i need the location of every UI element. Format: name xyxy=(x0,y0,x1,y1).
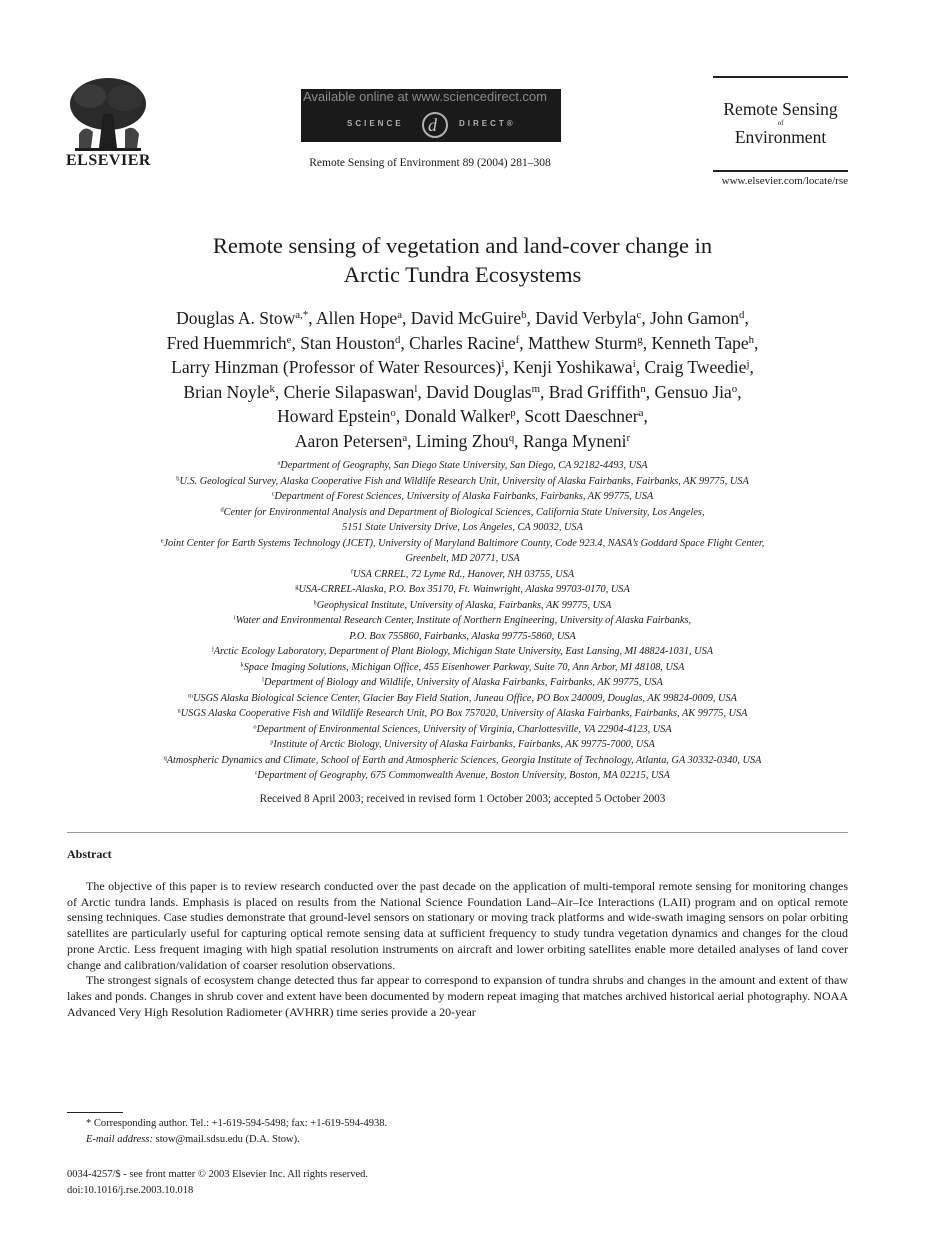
author-affiliation-mark: a xyxy=(402,431,408,444)
author-name: Donald Walker xyxy=(404,406,511,426)
author-name: Howard Epstein xyxy=(277,406,391,426)
affiliation-mark: r xyxy=(255,769,258,777)
affiliation-line xyxy=(40,691,885,707)
affiliation-mark: g xyxy=(295,583,299,591)
author-name: David McGuire xyxy=(410,308,522,328)
author-affiliation-mark: a,* xyxy=(295,309,309,322)
footnote-divider xyxy=(67,1112,123,1113)
author-affiliation-mark: o xyxy=(731,382,738,395)
paper-title-line1: Remote sensing of vegetation and land-cover change in xyxy=(212,233,713,258)
author-affiliation-mark: i xyxy=(632,358,636,371)
author-name: Brad Griffith xyxy=(548,381,641,402)
section-divider xyxy=(67,832,848,833)
affiliation-mark: j xyxy=(211,645,214,653)
affiliation-text: P.O. Box 755860, Fairbanks, Alaska 99775-5860, USA xyxy=(349,630,576,642)
affiliation-line xyxy=(40,675,885,691)
affiliation-text: USA-CRREL-Alaska, P.O. Box 35170, Ft. Wainwright, Alaska 99703-0170, USA xyxy=(298,584,630,595)
author-affiliation-mark: r xyxy=(626,431,631,444)
affiliation-line xyxy=(40,474,885,490)
author-name: Matthew Sturm xyxy=(527,332,638,353)
affiliation-text: Greenbelt, MD 20771, USA xyxy=(405,553,520,564)
author-name: David Verbyla xyxy=(535,308,637,328)
author-affiliation-mark: n xyxy=(640,382,646,395)
affiliation-line xyxy=(40,660,885,676)
affiliation-line xyxy=(40,458,885,474)
email-label: E-mail address: xyxy=(86,1134,153,1145)
affiliation-text: U.S. Geological Survey, Alaska Cooperative Fish and Wildlife Research Unit, University of Alaska Fairbanks, Fairbanks, AK 99775, USA xyxy=(179,475,749,487)
affiliation-mark: p xyxy=(270,738,274,746)
sciencedirect-science-text: SCIENCE xyxy=(347,119,404,128)
affiliation-text: Department of Geography, San Diego State University, San Diego, CA 92182-4493, USA xyxy=(280,460,648,471)
affiliation-text: Space Imaging Solutions, Michigan Office, 455 Eisenhower Parkway, Suite 70, Ann Arbor, MI 48108, USA xyxy=(243,661,685,673)
author-name: Scott Daeschner xyxy=(524,406,639,426)
author-name: Gensuo Jia xyxy=(654,381,732,402)
affiliation-line xyxy=(40,551,885,567)
author-name: David Douglas xyxy=(426,381,532,402)
author-name: Stan Houston xyxy=(300,332,395,353)
author-affiliation-mark: o xyxy=(390,407,396,420)
author-affiliation-mark: p xyxy=(510,407,516,420)
affiliation-mark: c xyxy=(271,490,275,498)
author-name: Liming Zhou xyxy=(415,430,509,451)
journal-title-box xyxy=(713,76,848,172)
affiliation-line xyxy=(40,505,885,521)
author-affiliation-mark: g xyxy=(637,333,643,346)
affiliation-text: USA CRREL, 72 Lyme Rd., Hanover, NH 03755, USA xyxy=(352,568,575,580)
author-affiliation-mark: e xyxy=(286,333,292,346)
author-line: Aaron Petersen$^a$, Liming Zhou$^q$, Ranga Myneni$^r$ xyxy=(294,430,631,451)
author-name: Charles Racine xyxy=(409,332,516,353)
author-name: Kenji Yoshikawa xyxy=(513,357,633,377)
journal-title-line1: Remote Sensing xyxy=(723,99,838,119)
author-affiliation-mark: l xyxy=(414,382,418,395)
affiliation-text: Atmospheric Dynamics and Climate, School of Earth and Atmospheric Sciences, Georgia Institute of Technology, Atlanta, GA 30332-0340, USA xyxy=(166,754,762,766)
corresponding-author-footnote: * Corresponding author. Tel.: +1-619-594-5498; fax: +1-619-594-4938. xyxy=(86,1118,388,1129)
affiliation-mark: l xyxy=(262,676,264,684)
author-name: Larry Hinzman (Professor of Water Resources) xyxy=(171,357,502,377)
affiliation-text: USGS Alaska Biological Science Center, Glacier Bay Field Station, Juneau Office, PO Box 240009, Douglas, AK 99824-0009, USA xyxy=(193,692,737,704)
author-name: Brian Noyle xyxy=(183,381,270,402)
abstract-heading: Abstract xyxy=(67,847,112,861)
svg-text:d: d xyxy=(428,115,437,135)
author-name: Douglas A. Stow xyxy=(176,308,296,328)
paper-title xyxy=(60,231,865,289)
affiliation-mark: q xyxy=(163,754,167,761)
affiliation-line xyxy=(40,613,885,629)
affiliation-mark: o xyxy=(253,723,257,730)
affiliation-line xyxy=(40,489,885,505)
affiliation-mark: h xyxy=(313,599,317,606)
affiliation-line xyxy=(40,520,885,536)
sciencedirect-available-text: Available online at www.sciencedirect.com xyxy=(303,89,547,104)
email-value[interactable]: stow@mail.sdsu.edu (D.A. Stow). xyxy=(152,1134,300,1145)
author-line: Douglas A. Stow$^{a,*}$, Allen Hope$^a$, David McGuire$^b$, David Verbyla$^c$, John Gamon$^d$, xyxy=(176,308,749,328)
affiliation-line xyxy=(40,598,885,614)
affiliation-text: Department of Biology and Wildlife, University of Alaska Fairbanks, Fairbanks, AK 99775, USA xyxy=(263,677,663,688)
author-name: John Gamon xyxy=(650,308,740,328)
abstract-paragraph: The objective of this paper is to review research conducted over the past decade on the application of multi-temporal remote sensing for monitoring changes of Arctic tundra lands. Emphasis is placed on results from the National Science Foundation Land–Air–Ice Interactions (LAII) program and on optical remote sensing techniques. Case studies demonstrate that ground-level sensors on stationary or moving track platforms and wide-swath imaging sensors on polar orbiting satellites are particularly useful for capturing optical remote sensing data at sufficient frequency to study tundra vegetation dynamics and changes for the cloud prone Arctic. Less frequent imaging with high spatial resolution instruments on aircraft and lower orbiting satellites enable more detailed analyses of land cover change and calibration/validation of coarser resolution observations. xyxy=(67,879,848,972)
author-affiliation-mark: b xyxy=(521,309,527,322)
affiliation-mark: m xyxy=(188,692,194,699)
affiliation-text: Institute of Arctic Biology, University of Alaska Fairbanks, Fairbanks, AK 99775-7000, USA xyxy=(273,739,655,750)
author-affiliation-mark: m xyxy=(531,382,541,395)
author-affiliation-mark: f xyxy=(515,333,520,346)
author-affiliation-mark: a xyxy=(638,407,644,420)
affiliation-text: USGS Alaska Cooperative Fish and Wildlife Research Unit, PO Box 757020, University of Alaska Fairbanks, Fairbanks, AK 99775, USA xyxy=(180,708,748,719)
sciencedirect-logo xyxy=(301,89,561,142)
affiliation-text: Department of Geography, 675 Commonwealth Avenue, Boston University, Boston, MA 02215, USA xyxy=(257,770,670,781)
affiliation-mark: d xyxy=(220,506,224,513)
affiliation-mark: a xyxy=(277,459,281,467)
author-name: Ranga Myneni xyxy=(522,430,627,451)
author-affiliation-mark: d xyxy=(739,309,745,322)
author-list xyxy=(60,306,865,453)
affiliation-text: Geophysical Institute, University of Alaska, Fairbanks, AK 99775, USA xyxy=(316,599,612,611)
affiliation-text: 5151 State University Drive, Los Angeles, CA 90032, USA xyxy=(342,522,583,533)
author-affiliation-mark: q xyxy=(508,431,515,444)
author-line: Brian Noyle$^k$, Cherie Silapaswan$^l$, David Douglas$^m$, Brad Griffith$^n$, Gensuo Jia$^o$, xyxy=(183,381,742,402)
author-name: Kenneth Tape xyxy=(651,332,749,353)
affiliation-line xyxy=(40,644,885,660)
journal-citation: Remote Sensing of Environment 89 (2004) 281–308 xyxy=(309,157,551,169)
journal-title-of: of xyxy=(777,119,784,127)
abstract-body xyxy=(67,879,848,1020)
journal-title-line2: Environment xyxy=(734,127,827,147)
affiliation-text: Arctic Ecology Laboratory, Department of Plant Biology, Michigan State University, East Lansing, MI 48824-1031, USA xyxy=(213,646,714,657)
sciencedirect-direct-text: DIRECT® xyxy=(459,119,516,128)
affiliation-mark: k xyxy=(240,661,244,668)
affiliation-mark: f xyxy=(350,568,353,575)
abstract-paragraph: The strongest signals of ecosystem change detected thus far appear to correspond to expansion of tundra shrubs and changes in the amount and extent of thaw lakes and ponds. Changes in shrub cover and extent have been documented by modern repeat imaging that matches archived historical aerial photography. NOAA Advanced Very High Resolution Radiometer (AVHRR) time series provide a 20-year xyxy=(67,973,848,1019)
affiliation-mark: e xyxy=(160,537,164,544)
author-affiliation-mark: j xyxy=(746,358,750,371)
affiliation-line xyxy=(40,737,885,753)
paper-title-line2: Arctic Tundra Ecosystems xyxy=(343,262,582,287)
affiliation-list xyxy=(40,458,885,784)
author-name: Fred Huemmrich xyxy=(166,332,287,353)
affiliation-text: Water and Environmental Research Center, Institute of Northern Engineering, University of Alaska Fairbanks, xyxy=(235,615,692,626)
affiliation-line xyxy=(40,629,885,645)
author-affiliation-mark: k xyxy=(269,382,275,395)
affiliation-mark: i xyxy=(233,614,236,622)
author-name: Allen Hope xyxy=(316,308,398,328)
author-line: Larry Hinzman (Professor of Water Resources)$^i$, Kenji Yoshikawa$^i$, Craig Tweedie$^j$, xyxy=(171,357,754,377)
author-affiliation-mark: h xyxy=(748,333,755,346)
author-affiliation-mark: a xyxy=(397,309,403,322)
received-dates: Received 8 April 2003; received in revised form 1 October 2003; accepted 5 October 2003 xyxy=(259,793,666,805)
author-name: Aaron Petersen xyxy=(294,430,403,451)
affiliation-text: Joint Center for Earth Systems Technology (JCET), University of Maryland Baltimore County, Code 923.4, NASA’s Goddard Space Flight Center, xyxy=(163,537,765,549)
affiliation-line xyxy=(40,722,885,738)
affiliation-text: Department of Environmental Sciences, University of Virginia, Charlottesville, VA 22904-4123, USA xyxy=(256,723,672,735)
affiliation-line xyxy=(40,706,885,722)
copyright-notice: 0034-4257/$ - see front matter © 2003 Elsevier Inc. All rights reserved. xyxy=(67,1169,369,1180)
email-footnote xyxy=(86,1134,300,1145)
affiliation-text: Center for Environmental Analysis and Department of Biological Sciences, California State University, Los Angeles, xyxy=(223,506,705,518)
author-affiliation-mark: i xyxy=(501,358,505,371)
author-affiliation-mark: d xyxy=(395,333,401,346)
author-line: Howard Epstein$^o$, Donald Walker$^p$, Scott Daeschner$^a$, xyxy=(277,406,648,426)
author-name: Cherie Silapaswan xyxy=(283,381,415,402)
doi-link[interactable]: doi:10.1016/j.rse.2003.10.018 xyxy=(67,1185,194,1196)
publisher-name: ELSEVIER xyxy=(66,152,151,169)
author-name: Craig Tweedie xyxy=(644,357,747,377)
affiliation-line xyxy=(40,536,885,552)
sciencedirect-d-icon xyxy=(416,109,454,139)
affiliation-mark: b xyxy=(176,475,180,482)
affiliation-line xyxy=(40,768,885,784)
author-line: Fred Huemmrich$^e$, Stan Houston$^d$, Charles Racine$^f$, Matthew Sturm$^g$, Kenneth Tape$^h$, xyxy=(166,332,759,353)
affiliation-line xyxy=(40,567,885,583)
affiliation-line xyxy=(40,582,885,598)
journal-url-link[interactable]: www.elsevier.com/locate/rse xyxy=(721,175,848,187)
affiliation-text: Department of Forest Sciences, University of Alaska Fairbanks, Fairbanks, AK 99775, USA xyxy=(274,491,654,502)
affiliation-mark: n xyxy=(177,707,181,715)
affiliation-line xyxy=(40,753,885,769)
author-affiliation-mark: c xyxy=(636,309,642,322)
